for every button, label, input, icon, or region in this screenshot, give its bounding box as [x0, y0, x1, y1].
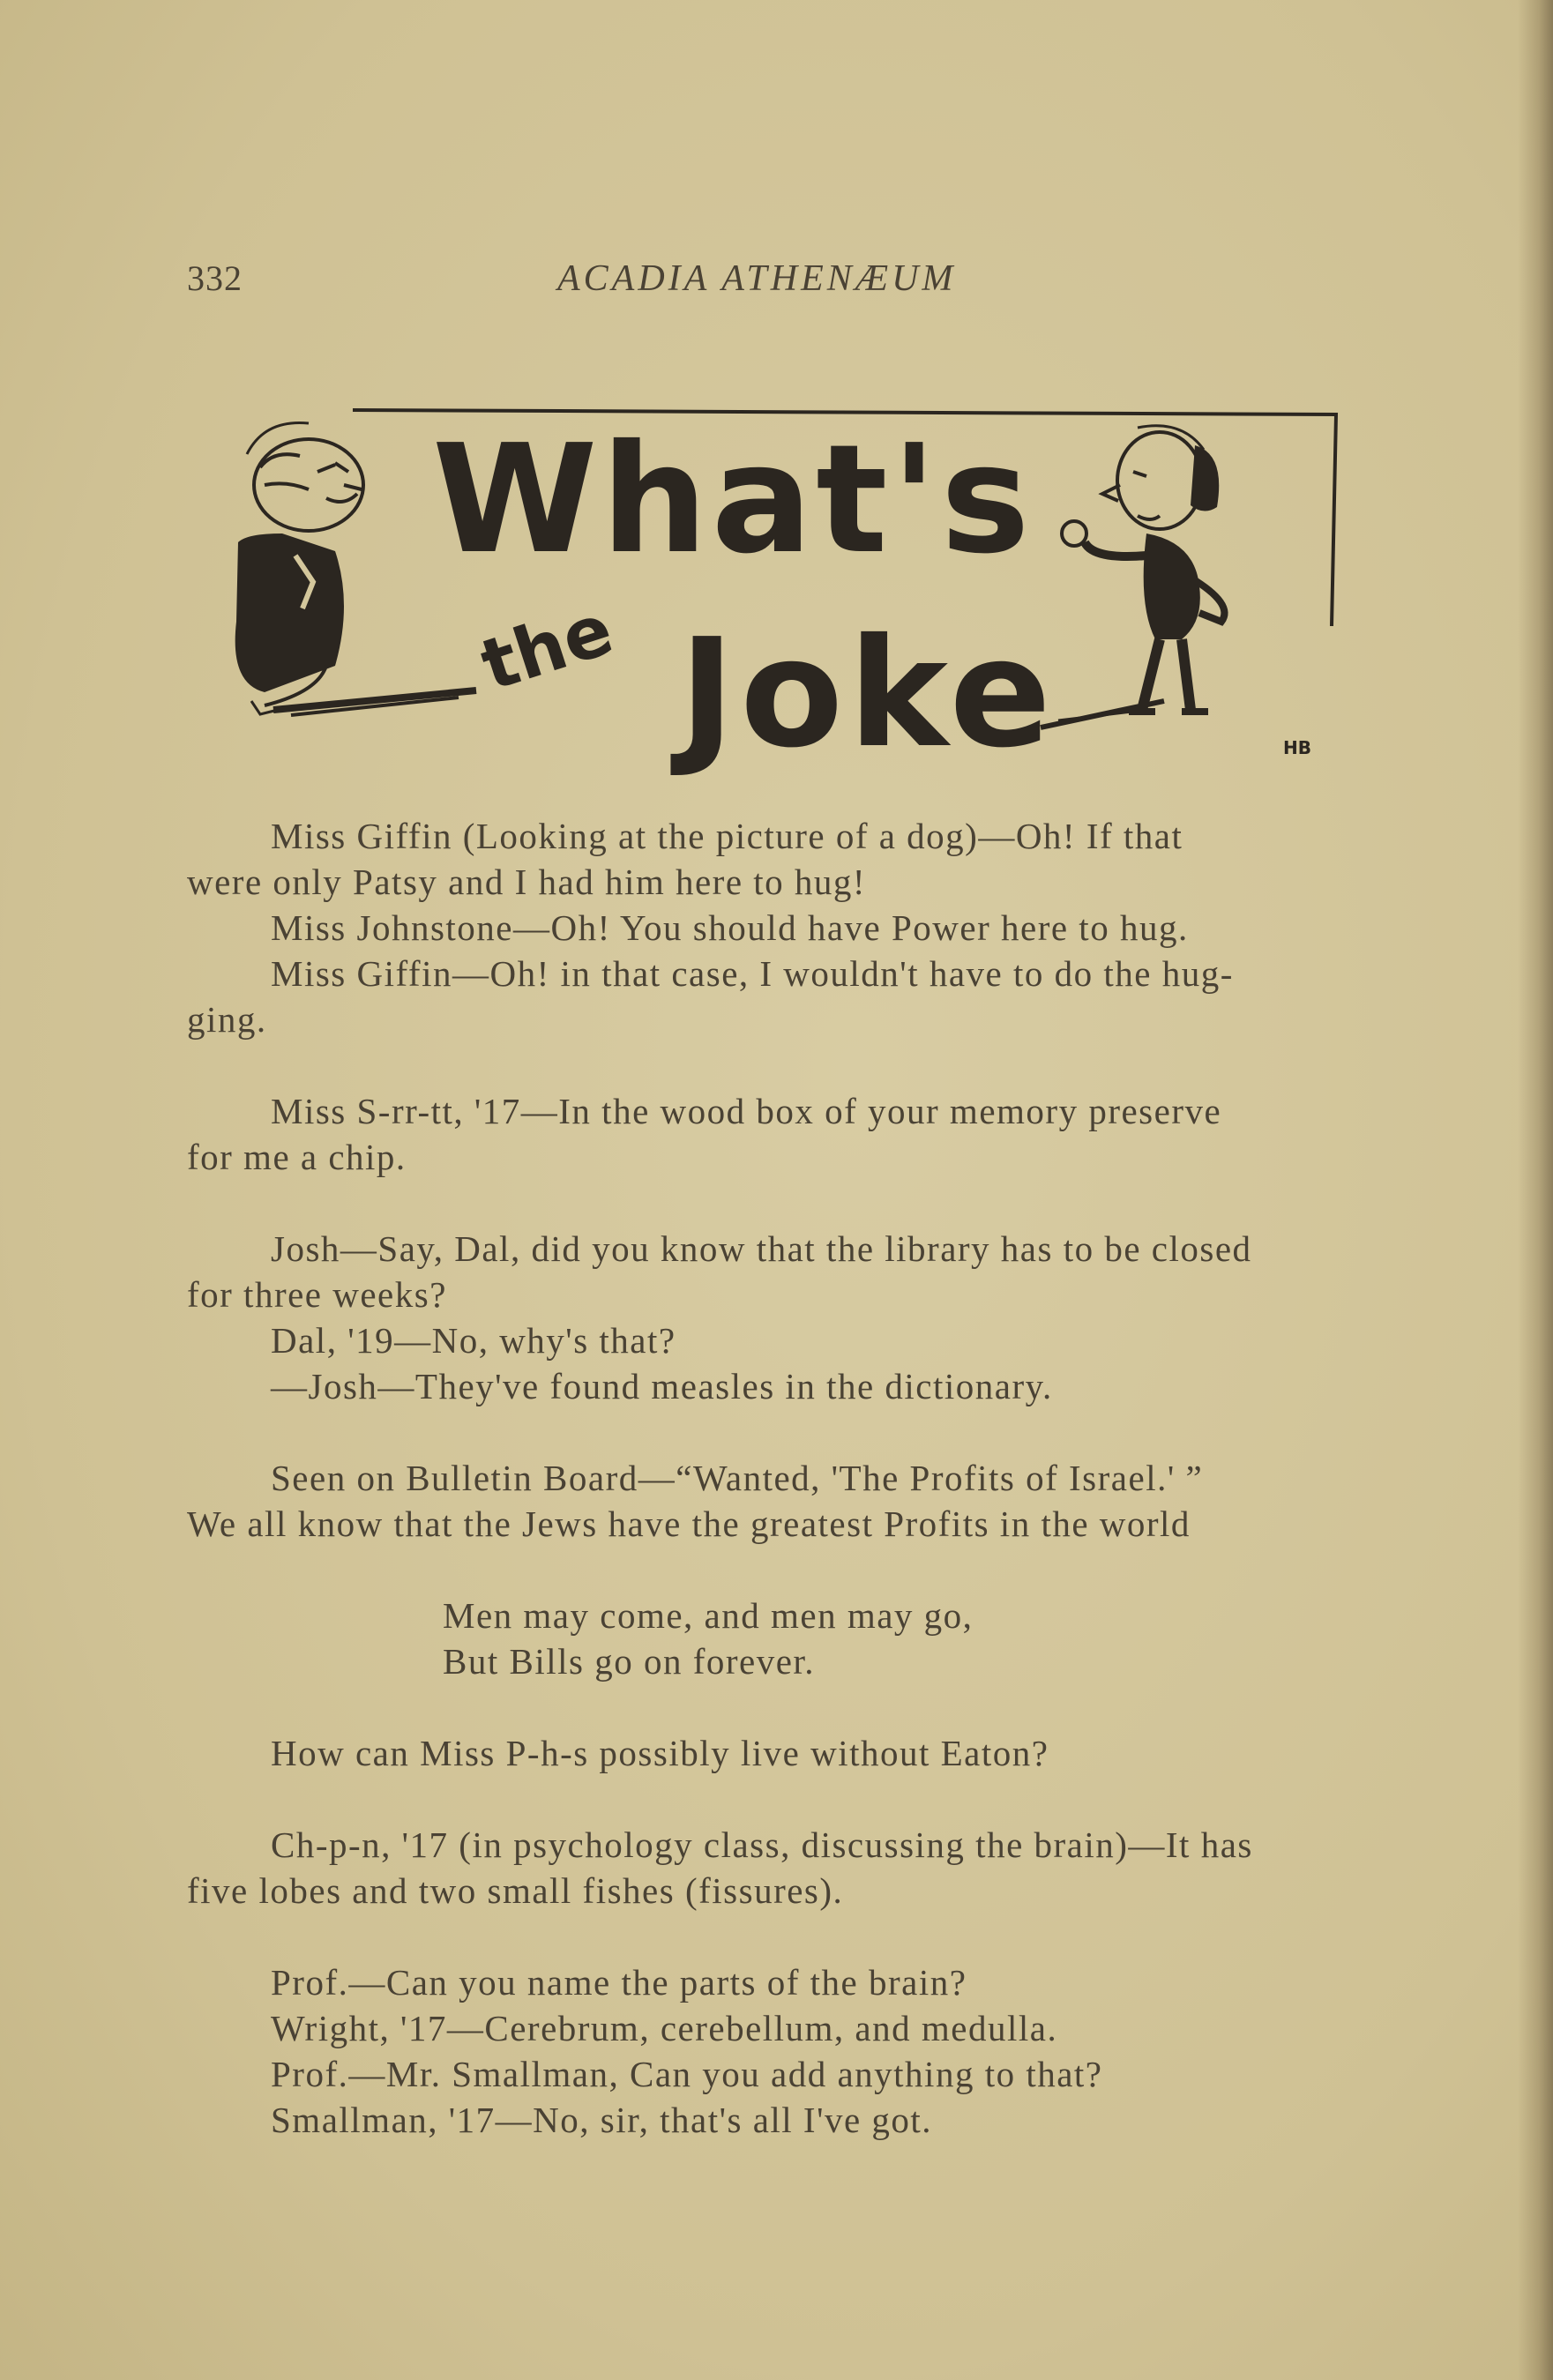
running-head: [187, 257, 1369, 310]
joke-entry: [187, 1088, 1378, 1180]
paragraph-gap: [187, 1180, 1378, 1226]
text-line: for me a chip.: [187, 1137, 407, 1177]
banner-word-joke: Joke: [679, 607, 1056, 780]
text-line: Ch-p-n, '17 (in psychology class, discussing the brain)—It has: [271, 1824, 1253, 1865]
text-line: Miss S-rr-tt, '17—In the wood box of your memory preserve: [271, 1091, 1222, 1131]
text-line: We all know that the Jews have the greatest Profits in the world: [187, 1503, 1191, 1544]
paragraph-gap: [187, 1042, 1378, 1088]
text-line: Wright, '17—Cerebrum, cerebellum, and medulla.: [271, 2008, 1058, 2048]
text-line: ging.: [187, 999, 267, 1040]
paragraph-gap: [187, 1684, 1378, 1730]
whats-the-joke-banner: [212, 401, 1349, 780]
text-line: Dal, '19—No, why's that?: [271, 1320, 676, 1361]
joke-entry: [187, 1822, 1378, 1914]
joke-entry: [187, 1959, 1378, 2143]
paragraph-gap: [187, 1776, 1378, 1822]
text-line: Seen on Bulletin Board—“Wanted, 'The Profits of Israel.' ”: [271, 1458, 1204, 1498]
joke-entry: [187, 813, 1378, 1042]
right-caricature-figure: [1041, 426, 1224, 727]
jokes-column: [187, 813, 1378, 2143]
text-line: Prof.—Mr. Smallman, Can you add anything to that?: [271, 2054, 1103, 2094]
paragraph-gap: [187, 1914, 1378, 1959]
page-edge-shadow: [1518, 0, 1553, 2380]
text-line: Miss Johnstone—Oh! You should have Power here to hug.: [271, 907, 1189, 948]
text-line: five lobes and two small fishes (fissures).: [187, 1870, 844, 1911]
paragraph-gap: [187, 1547, 1378, 1593]
text-line: were only Patsy and I had him here to hug!: [187, 862, 867, 902]
text-line: Smallman, '17—No, sir, that's all I've got.: [271, 2100, 933, 2140]
text-line: Miss Giffin (Looking at the picture of a dog)—Oh! If that: [271, 816, 1183, 856]
banner-word-whats: What's: [432, 413, 1034, 587]
verse-line: Men may come, and men may go,: [443, 1595, 974, 1636]
banner-illustration: [212, 401, 1349, 780]
text-line: How can Miss P-h-s possibly live without Eaton?: [271, 1733, 1049, 1773]
joke-entry: [187, 1226, 1378, 1409]
paragraph-gap: [187, 1409, 1378, 1455]
illustrator-initials: HB: [1283, 737, 1311, 758]
journal-title: ACADIA ATHENÆUM: [557, 258, 957, 299]
page-number: 332: [187, 258, 243, 298]
joke-entry: [187, 1730, 1378, 1776]
text-line: —Josh—They've found measles in the dictionary.: [271, 1366, 1053, 1406]
text-line: for three weeks?: [187, 1274, 447, 1315]
text-line: Miss Giffin—Oh! in that case, I wouldn't have to do the hug-: [271, 953, 1234, 994]
text-line: Josh—Say, Dal, did you know that the library has to be closed: [271, 1228, 1252, 1269]
verse-line: But Bills go on forever.: [443, 1641, 816, 1682]
text-line: Prof.—Can you name the parts of the brain?: [271, 1962, 967, 2003]
verse-quotation: [187, 1593, 1378, 1684]
joke-entry: [187, 1455, 1378, 1547]
banner-word-the: the: [471, 587, 623, 707]
